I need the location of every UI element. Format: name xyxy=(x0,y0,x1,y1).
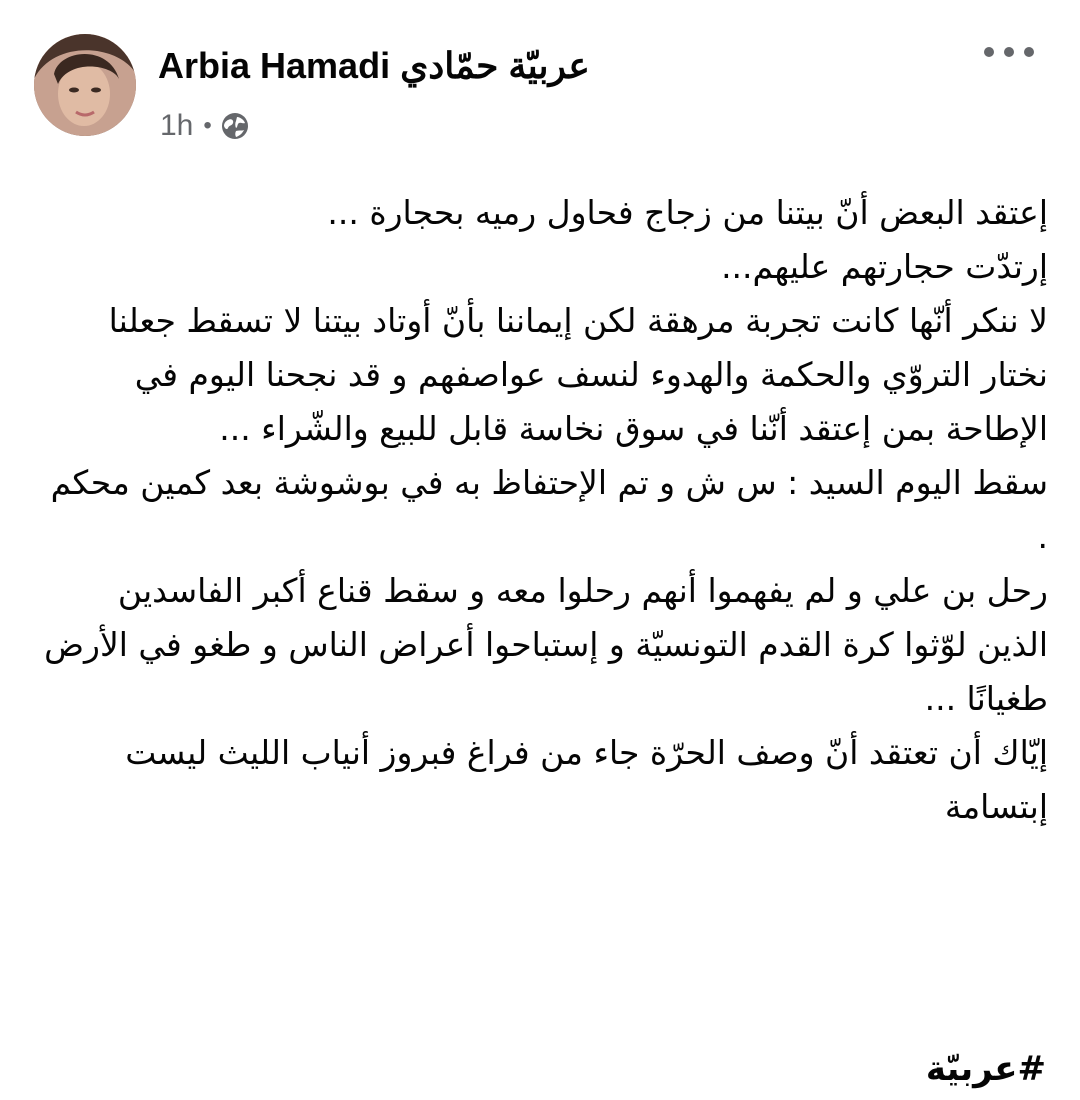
author-name[interactable]: Arbia Hamadi عربيّة حمّادي xyxy=(158,45,590,86)
more-horizontal-icon[interactable] xyxy=(984,40,1034,64)
author-avatar[interactable] xyxy=(34,34,136,136)
avatar-photo xyxy=(34,34,136,136)
post-meta xyxy=(160,106,250,146)
post-hashtag[interactable]: #عربيّة xyxy=(925,1049,1046,1089)
globe-icon[interactable] xyxy=(220,111,250,141)
post-paragraph: إرتدّت حجارتهم عليهم... xyxy=(721,247,1048,286)
meta-separator: • xyxy=(203,112,212,139)
post-paragraph: إيّاك أن تعتقد أنّ وصف الحرّة جاء من فراغ فبروز أنياب الليث ليست إبتسامة xyxy=(125,733,1048,826)
post-paragraph: سقط اليوم السيد : س ش و تم الإحتفاظ به في بوشوشة بعد كمين محكم . xyxy=(50,463,1048,556)
post-body xyxy=(40,186,1048,834)
post-paragraph: لا ننكر أنّها كانت تجربة مرهقة لكن إيماننا بأنّ أوتاد بيتنا لا تسقط جعلنا نختار التروّي والحكمة والهدوء لنسف عواصفهم و قد نجحنا اليوم في الإطاحة بمن إعتقد أنّنا في سوق نخاسة قابل للبيع والشّراء ... xyxy=(108,301,1048,448)
post-paragraph: إعتقد البعض أنّ بيتنا من زجاج فحاول رميه بحجارة ... xyxy=(327,193,1048,232)
post-timestamp[interactable]: 1h xyxy=(160,109,194,142)
post-paragraph: رحل بن علي و لم يفهموا أنهم رحلوا معه و سقط قناع أكبر الفاسدين الذين لوّثوا كرة القدم التونسيّة و إستباحوا أعراض الناس و طغو في الأرض طغيانًا ... xyxy=(44,571,1048,718)
post-header xyxy=(0,0,1080,160)
